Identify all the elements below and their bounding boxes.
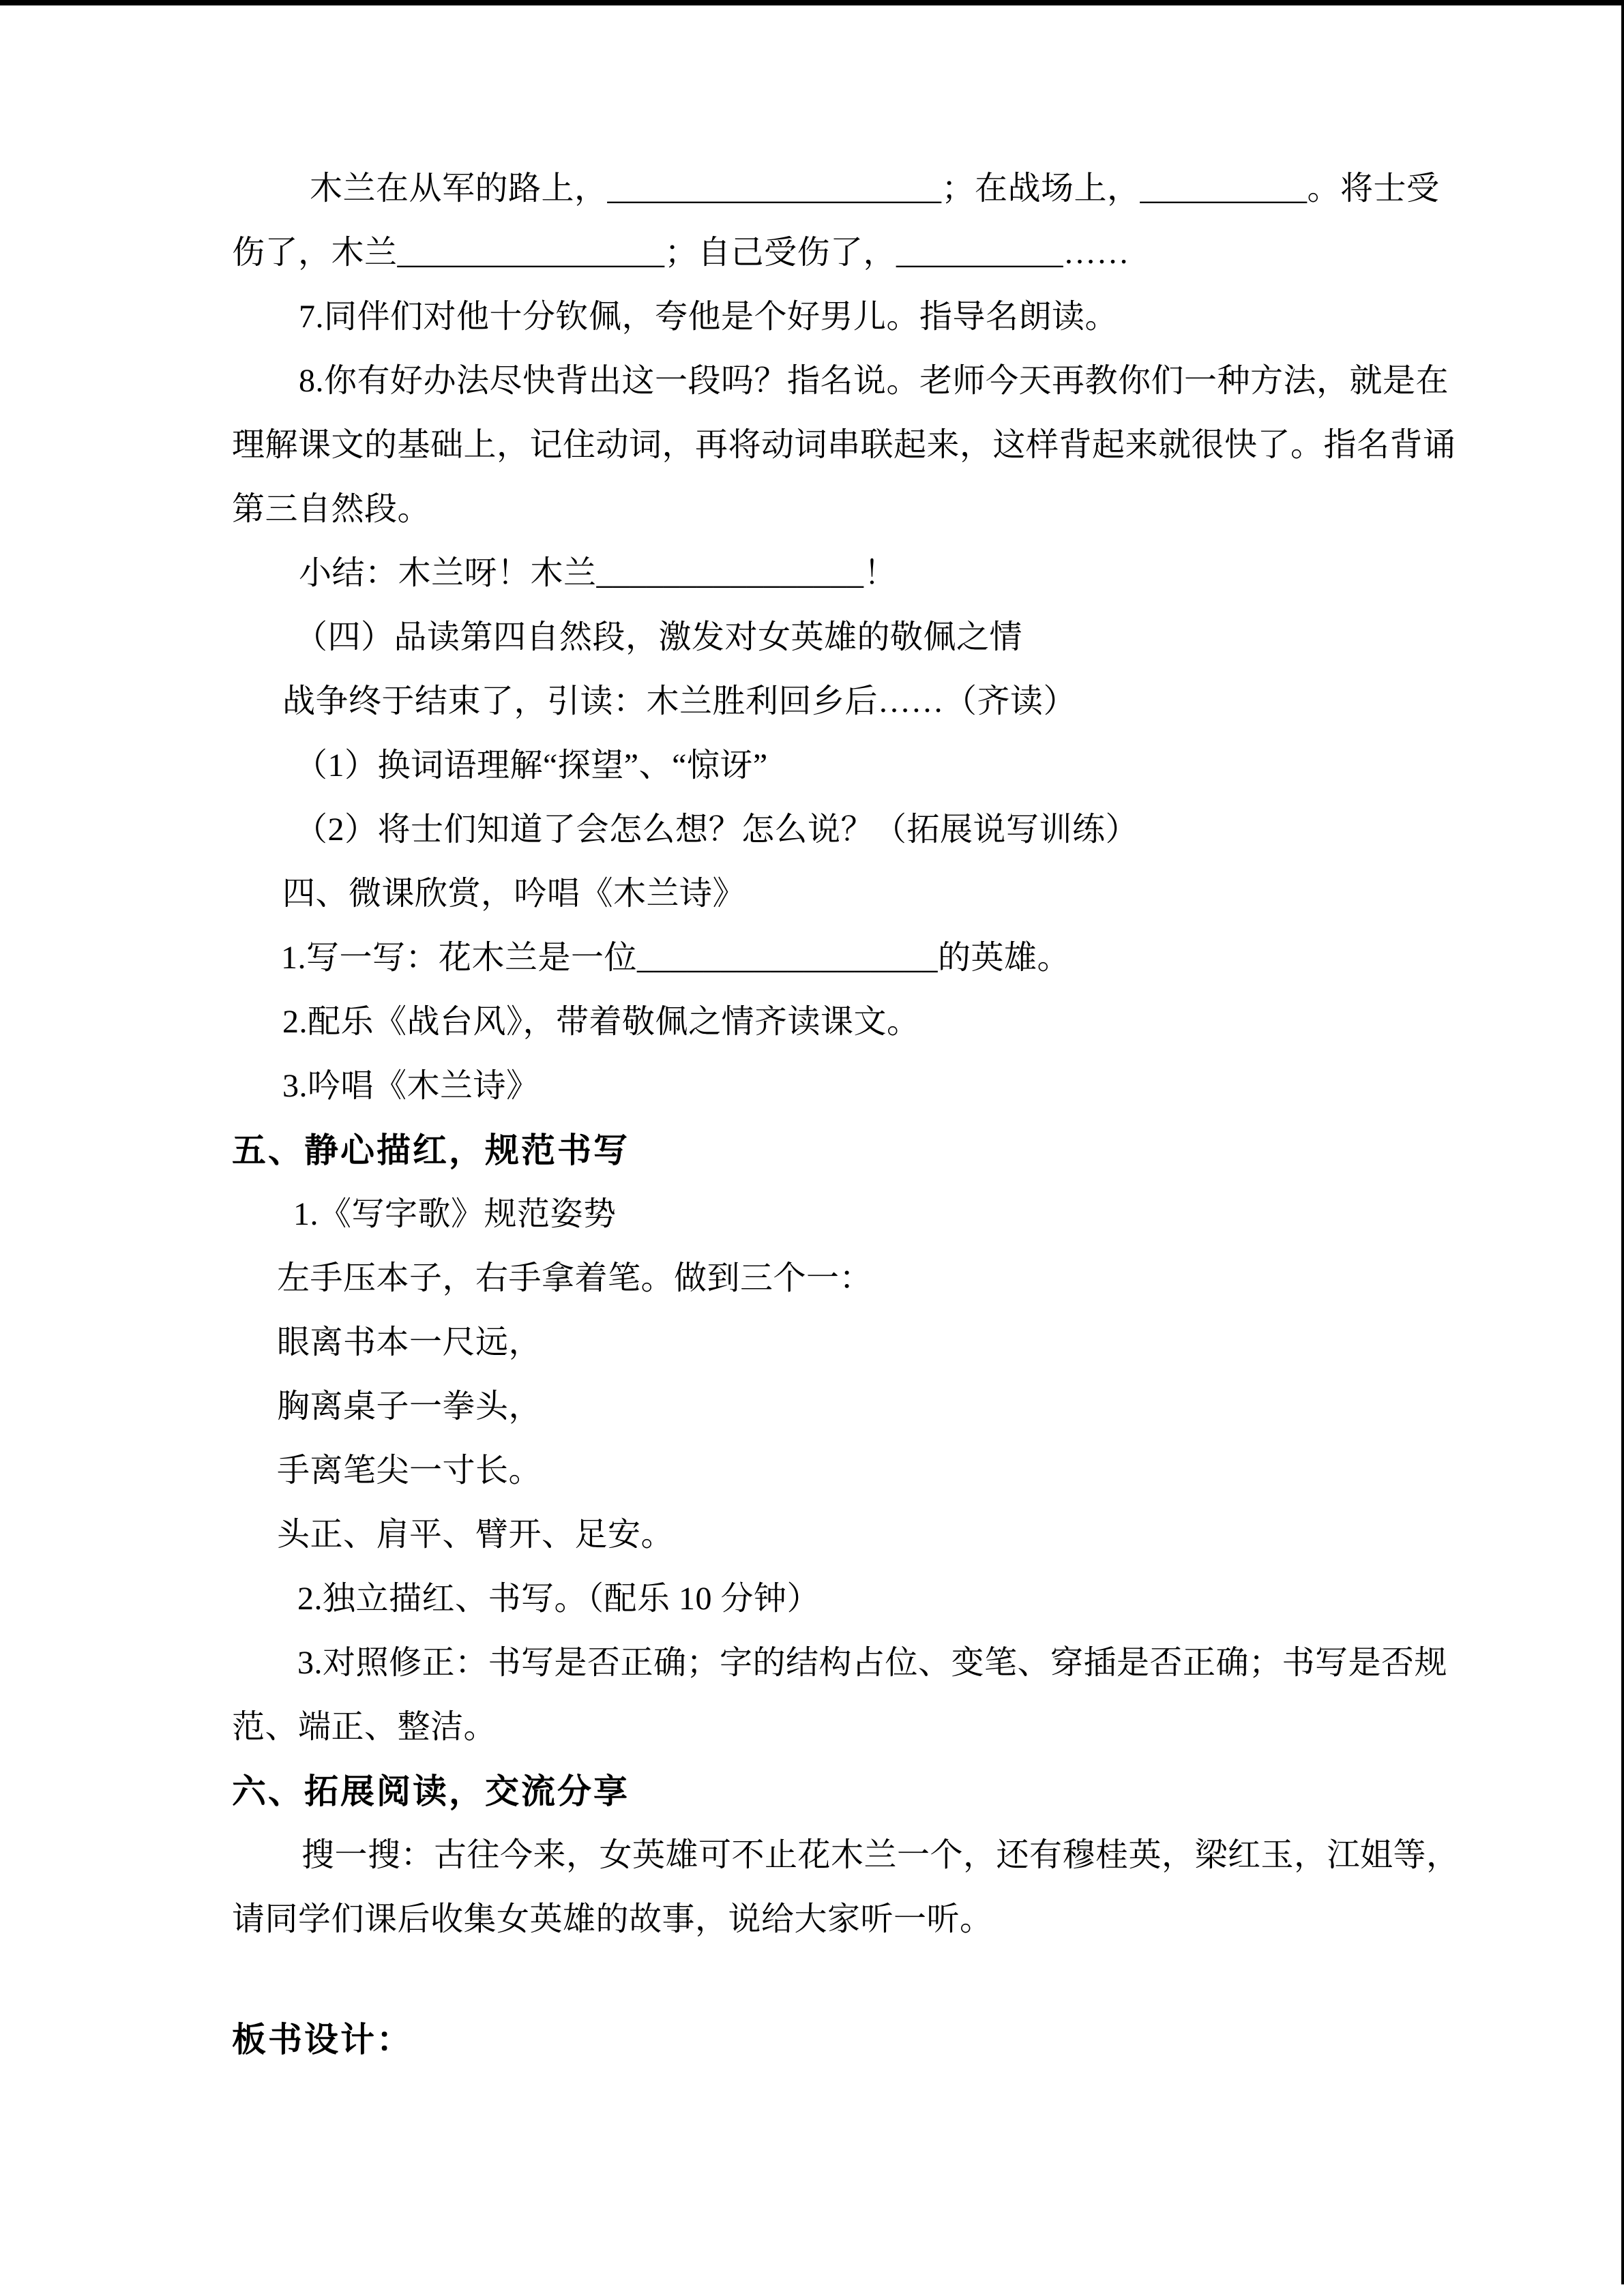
- text-line: 8.你有好办法尽快背出这一段吗？指名说。老师今天再教你们一种方法，就是在: [299, 363, 1449, 399]
- text-line: （1）换词语理解“探望”、“惊讶”: [295, 747, 768, 784]
- text-line: 六、拓展阅读，交流分享: [232, 1772, 630, 1810]
- text-line: 头正、肩平、臂开、足安。: [277, 1517, 675, 1553]
- text-line: 理解课文的基础上，记住动词，再将动词串联起来，这样背起来就很快了。指名背诵: [232, 427, 1456, 463]
- text-line: 搜一搜：古往今来，女英雄可不止花木兰一个，还有穆桂英，梁红玉，江姐等，: [301, 1837, 1460, 1873]
- text-line: 第三自然段。: [232, 491, 431, 527]
- text-line: 2.独立描红、书写。（配乐 10 分钟）: [297, 1581, 821, 1617]
- scan-top-edge-bar: [0, 0, 1624, 5]
- text-line: 胸离桌子一拳头，: [277, 1388, 542, 1425]
- text-line: 请同学们课后收集女英雄的故事，说给大家听一听。: [232, 1901, 993, 1937]
- text-line: 3.吟唱《木兰诗》: [282, 1068, 540, 1104]
- text-line: 范、端正、整洁。: [232, 1709, 497, 1745]
- text-line: 左手压本子，右手拿着笔。做到三个一：: [277, 1260, 873, 1296]
- text-line: （四）品读第四自然段，激发对女英雄的敬佩之情: [295, 619, 1023, 655]
- scan-right-edge-line: [1621, 0, 1624, 2284]
- text-line: （2）将士们知道了会怎么想？怎么说？（拓展说写训练）: [295, 811, 1139, 848]
- text-line: 眼离书本一尺远，: [277, 1324, 542, 1360]
- text-line: 战争终于结束了，引读：木兰胜利回乡后……（齐读）: [282, 683, 1077, 719]
- text-line: 2.配乐《战台风》，带着敬佩之情齐读课文。: [282, 1004, 920, 1040]
- text-line: 手离笔尖一寸长。: [277, 1452, 542, 1489]
- text-line: 7.同伴们对他十分钦佩，夸他是个好男儿。指导名朗读。: [299, 299, 1119, 335]
- text-line: 1.《写字歌》规范姿势: [293, 1196, 617, 1232]
- text-line: 五、静心描红，规范书写: [232, 1131, 630, 1169]
- text-line: 1.写一写：花木兰是一位__________________的英雄。: [281, 940, 1071, 976]
- text-line: 伤了，木兰________________；自己受伤了，__________……: [232, 235, 1130, 271]
- document-body: [232, 157, 1460, 2072]
- text-line: 小结：木兰呀！木兰________________！: [299, 555, 898, 591]
- text-line: 四、微课欣赏，吟唱《木兰诗》: [282, 876, 746, 912]
- text-line: 3.对照修正：书写是否正确；字的结构占位、变笔、穿插是否正确；书写是否规: [297, 1645, 1448, 1681]
- text-line: 板书设计：: [232, 2021, 413, 2059]
- text-line: 木兰在从军的路上，____________________；在战场上，__________。将士受: [310, 170, 1440, 207]
